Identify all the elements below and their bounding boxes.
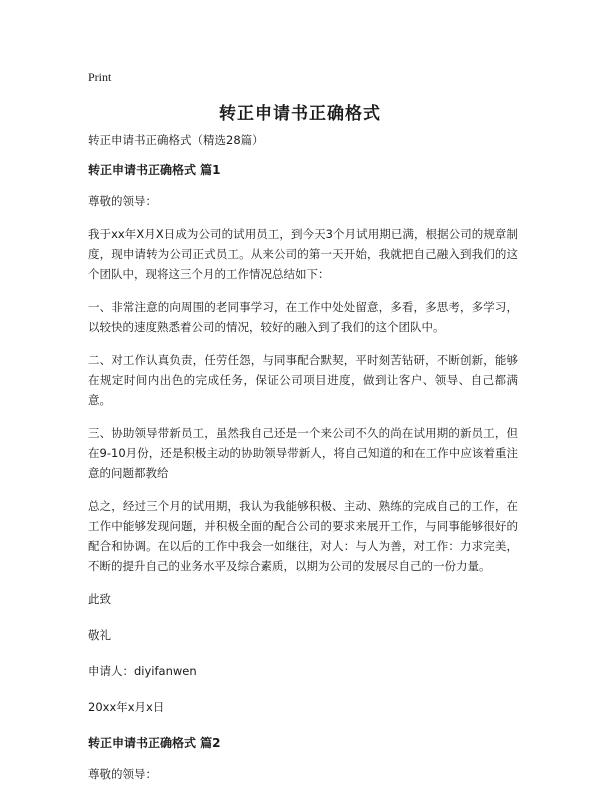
document-body — [88, 130, 518, 797]
section-heading-1: 转正申请书正确格式 篇1 — [88, 163, 221, 177]
greeting-2: 尊敬的领导： — [88, 767, 157, 781]
paragraph: 二、对工作认真负责，任劳任怨，与同事配合默契，平时刻苦钻研，不断创新，能够在规定时间内出色的完成任务，保证公司项目进度，做到让客户、领导、自己都满意。 — [88, 353, 518, 407]
paragraph: 我于xx年X月X日成为公司的试用员工，到今天3个月试用期已满，根据公司的规章制度，现申请转为公司正式员工。从来公司的第一天开始，我就把自己融入到我们的这个团队中，现将这三个月的工作情况总结如下： — [88, 227, 518, 281]
closing-text: 此致 — [88, 592, 111, 606]
salute-text: 敬礼 — [88, 628, 111, 642]
paragraph: 一、非常注意的向周围的老同事学习，在工作中处处留意，多看，多思考，多学习，以较快的速度熟悉着公司的情况，较好的融入到了我们的这个团队中。 — [88, 300, 518, 334]
document-subtitle: 转正申请书正确格式（精选28篇） — [88, 133, 264, 147]
paragraph: 三、协助领导带新员工，虽然我自己还是一个来公司不久的尚在试用期的新员工，但在9-10月份，还是积极主动的协助领导带新人，将自己知道的和在工作中应该着重注意的问题都教给 — [88, 426, 518, 480]
applicant-line: 申请人：diyifanwen — [88, 664, 197, 678]
print-link[interactable]: Print — [88, 70, 112, 84]
paragraph: 总之，经过三个月的试用期，我认为我能够积极、主动、熟练的完成自己的工作，在工作中能够发现问题，并积极全面的配合公司的要求来展开工作，与同事能够很好的配合和协调。在以后的工作中我会一如继往，对人：与人为善，对工作：力求完美，不断的提升自己的业务水平及综合素质，以期为公司的发展尽自己的一份力量。 — [88, 499, 518, 573]
section-heading-2: 转正申请书正确格式 篇2 — [88, 736, 221, 750]
page-title: 转正申请书正确格式 — [219, 104, 381, 124]
greeting-1: 尊敬的领导： — [88, 194, 157, 208]
date-line: 20xx年x月x日 — [88, 700, 165, 714]
